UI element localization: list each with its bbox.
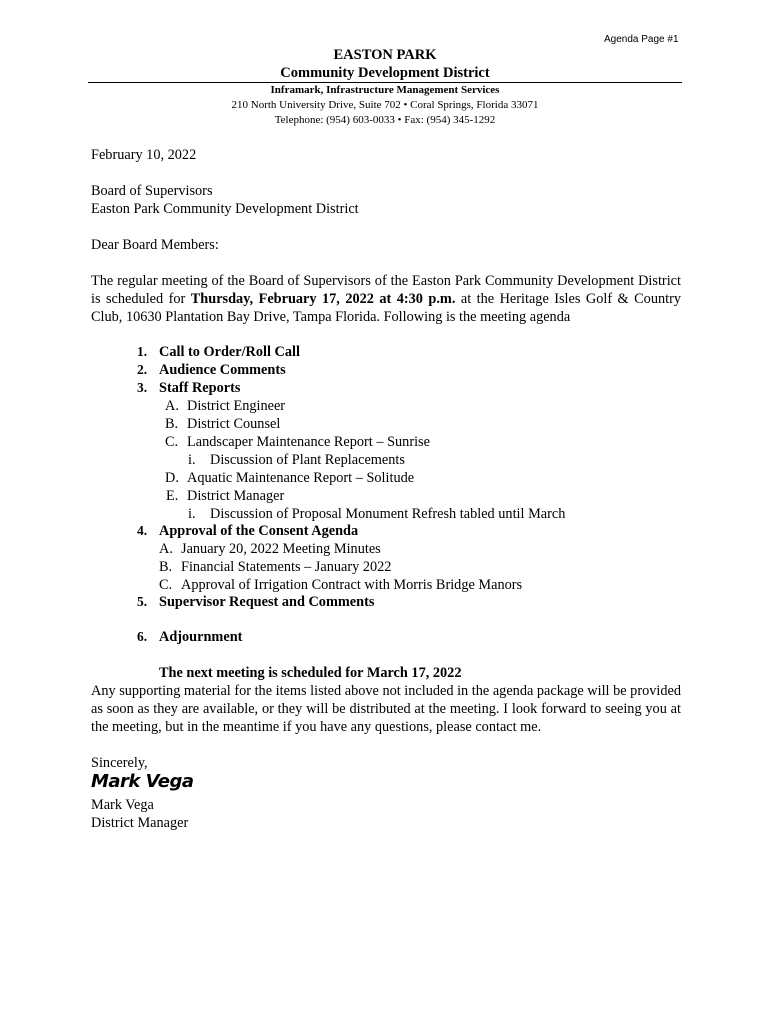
intro-paragraph [91,272,681,326]
agenda-item-3: Staff Reports [159,380,241,396]
agenda-num-4: 4. [137,523,148,538]
signer-name: Mark Vega [91,797,154,813]
agenda-4c-mark: C. [159,577,173,593]
agenda-item-2: Audience Comments [159,362,286,378]
agenda-3c-i-mark: i. [188,452,196,468]
agenda-3e-i-label: Discussion of Proposal Monument Refresh tabled until March [210,506,566,522]
company-name: Inframark, Infrastructure Management Services [270,84,500,96]
agenda-3b-label: District Counsel [187,416,281,432]
agenda-item-5: Supervisor Request and Comments [159,594,375,610]
agenda-4c-label: Approval of Irrigation Contract with Morris Bridge Manors [181,577,523,593]
intro-text-end: at the Heritage Isles Golf & Country Club, 10630 Plantation Bay Drive, Tampa Florida. Following is the meeting agenda [91,291,681,325]
agenda-4a-mark: A. [159,541,173,557]
agenda-3c-mark: C. [165,434,179,450]
agenda-num-3: 3. [137,380,148,395]
agenda-3e-label: District Manager [187,488,285,504]
agenda-4b-label: Financial Statements – January 2022 [181,559,392,575]
agenda-3a-mark: A. [165,398,179,414]
agenda-3e-mark: E. [166,488,179,504]
page-label: Agenda Page #1 [604,34,679,45]
agenda-num-5: 5. [137,594,148,609]
signature: Mark Vega [91,771,194,792]
agenda-4a-label: January 20, 2022 Meeting Minutes [181,541,381,557]
company-phone: Telephone: (954) 603-0033 • Fax: (954) 345-1292 [274,114,496,126]
agenda-num-1: 1. [137,344,148,359]
recipient-line-1: Board of Supervisors [91,183,213,199]
recipient-line-2: Easton Park Community Development District [91,201,359,217]
district-title: EASTON PARK [333,47,437,63]
agenda-item-4: Approval of the Consent Agenda [159,523,359,539]
salutation: Dear Board Members: [91,237,219,253]
agenda-3b-mark: B. [165,416,179,432]
company-address: 210 North University Drive, Suite 702 • Coral Springs, Florida 33071 [231,99,539,111]
agenda-item-1: Call to Order/Roll Call [159,344,300,360]
agenda-num-2: 2. [137,362,148,377]
signoff: Sincerely, [91,755,148,771]
closing-paragraph: Any supporting material for the items listed above not included in the agenda package will be provided as soon as they are available, or they will be distributed at the meeting. I look forward to seeing you at the meeting, but in the meantime if you have any questions, please contact me. [91,683,681,735]
agenda-3c-label: Landscaper Maintenance Report – Sunrise [187,434,430,450]
next-meeting-notice: The next meeting is scheduled for March 17, 2022 [159,665,462,681]
district-subtitle: Community Development District [280,65,490,81]
agenda-3c-i-label: Discussion of Plant Replacements [210,452,405,468]
intro-text-start: The regular meeting of the Board of Supervisors of the Easton Park Community Development District is scheduled for [91,273,681,307]
agenda-num-6: 6. [137,629,148,644]
agenda-4b-mark: B. [159,559,173,575]
signer-title: District Manager [91,815,189,831]
agenda-3d-label: Aquatic Maintenance Report – Solitude [187,470,415,486]
agenda-3a-label: District Engineer [187,398,286,414]
agenda-3e-i-mark: i. [188,506,196,522]
agenda-3d-mark: D. [165,470,179,486]
header-divider [88,82,682,83]
meeting-datetime: Thursday, February 17, 2022 at 4:30 p.m. [190,291,456,307]
letter-date: February 10, 2022 [91,147,197,163]
agenda-item-6: Adjournment [159,629,243,645]
